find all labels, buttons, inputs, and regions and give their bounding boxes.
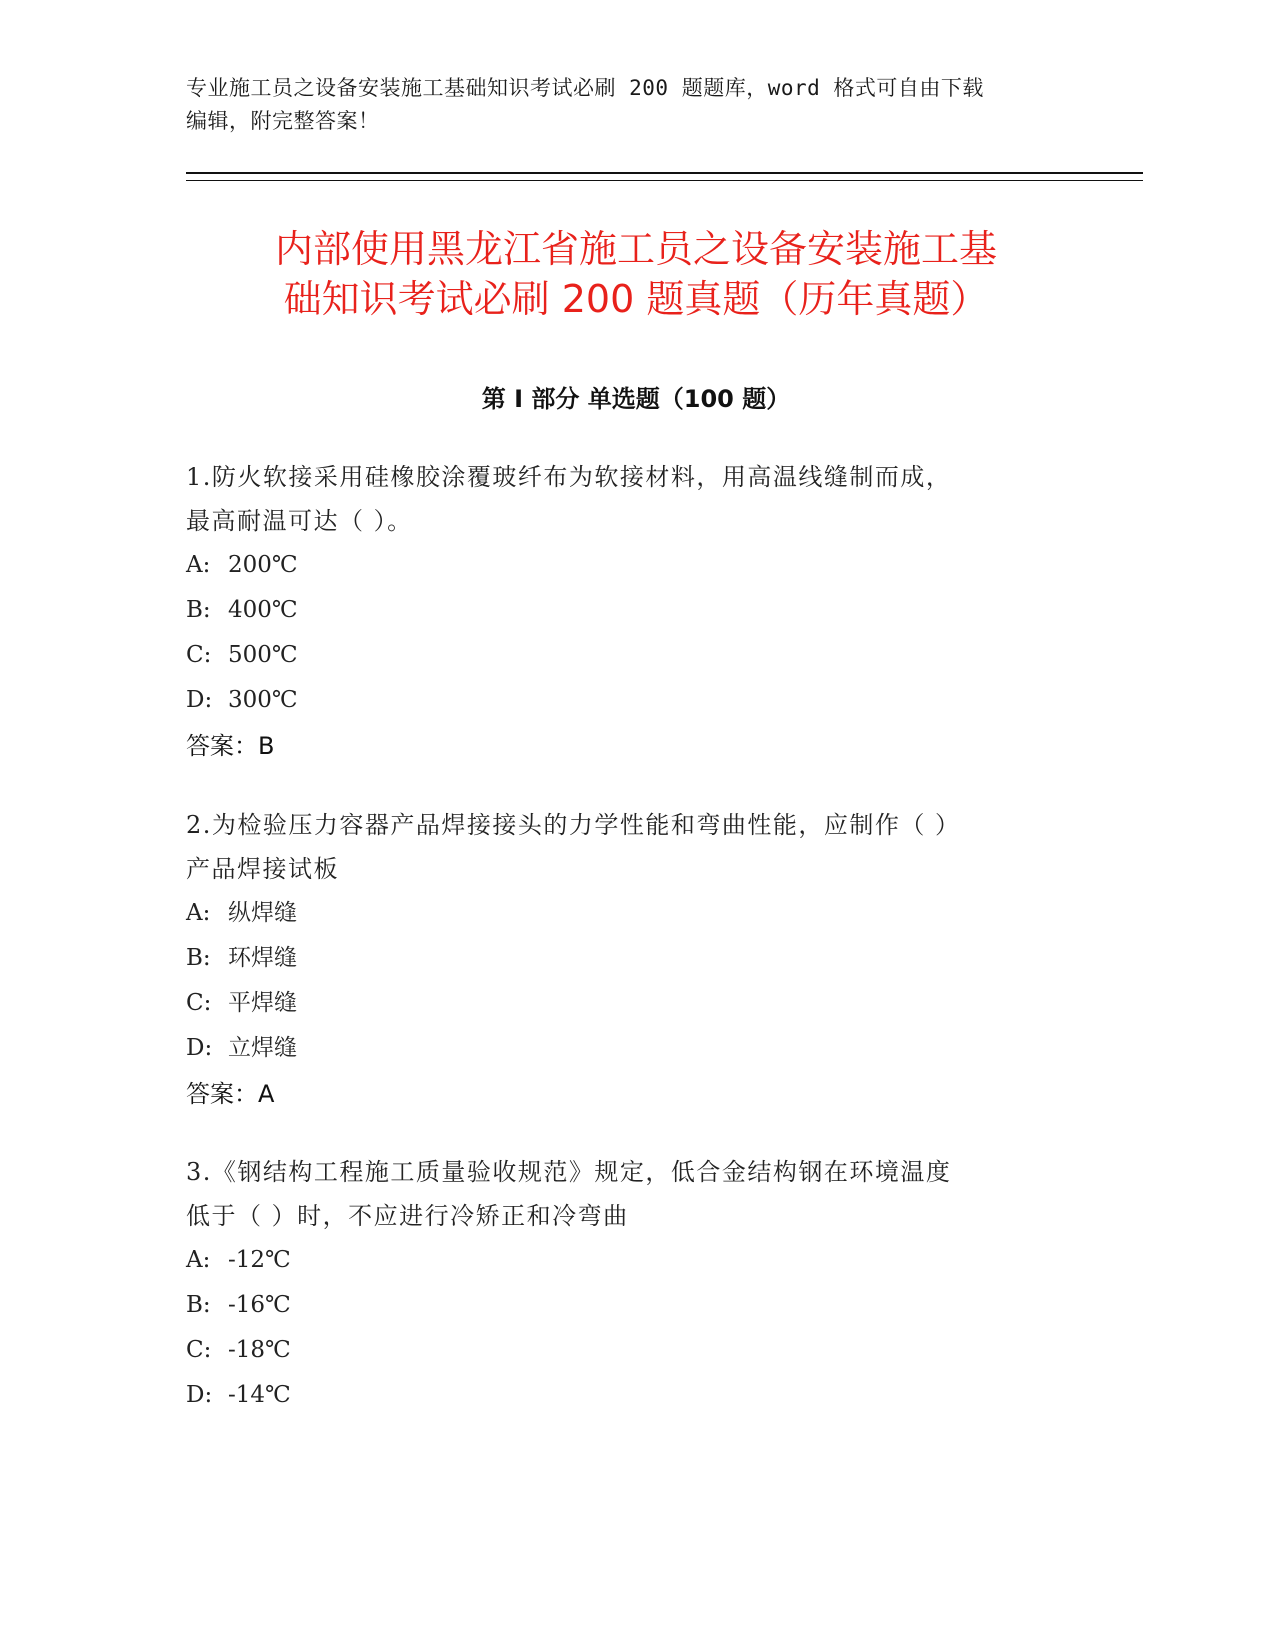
- header-divider-thin: [186, 180, 1143, 181]
- option-label: D:: [186, 1035, 213, 1061]
- title-line: 内部使用黑龙江省施工员之设备安装施工基: [274, 227, 997, 271]
- option-a: [186, 543, 1086, 588]
- option-label: D:: [186, 687, 213, 713]
- section-heading: 第 I 部分 单选题（100 题）: [481, 385, 791, 413]
- question-text: [186, 1150, 1086, 1238]
- option-text: 400℃: [228, 597, 298, 623]
- option-text: 立焊缝: [228, 1035, 297, 1061]
- question-line: 低于（ ）时，不应进行冷矫正和冷弯曲: [186, 1202, 629, 1230]
- option-text: 500℃: [228, 642, 298, 668]
- option-c: [186, 981, 1086, 1026]
- title-line: 础知识考试必刷 200 题真题（历年真题）: [283, 277, 989, 321]
- option-text: 200℃: [228, 552, 298, 578]
- question-line: 3.《钢结构工程施工质量验收规范》规定，低合金结构钢在环境温度: [186, 1158, 952, 1186]
- option-label: A:: [186, 1247, 211, 1273]
- option-c: [186, 633, 1086, 678]
- option-text: -18℃: [228, 1337, 291, 1363]
- option-b: [186, 588, 1086, 633]
- option-label: A:: [186, 552, 211, 578]
- header-line: 专业施工员之设备安装施工基础知识考试必刷 200 题题库，word 格式可自由下载: [186, 76, 984, 100]
- option-text: 300℃: [228, 687, 298, 713]
- question-line: 最高耐温可达（ ）。: [186, 507, 413, 535]
- option-label: B:: [186, 1292, 211, 1318]
- option-b: [186, 936, 1086, 981]
- option-label: C:: [186, 990, 212, 1016]
- option-a: [186, 1238, 1086, 1283]
- option-label: B:: [186, 945, 211, 971]
- option-text: 环焊缝: [228, 945, 297, 971]
- option-label: C:: [186, 642, 212, 668]
- option-a: [186, 891, 1086, 936]
- option-label: C:: [186, 1337, 212, 1363]
- question-line: 产品焊接试板: [186, 855, 339, 883]
- option-d: [186, 1373, 1086, 1418]
- option-d: [186, 678, 1086, 723]
- option-label: D:: [186, 1382, 213, 1408]
- question-3: [186, 1150, 1086, 1418]
- header-line: 编辑，附完整答案！: [186, 109, 380, 133]
- option-label: B:: [186, 597, 211, 623]
- answer: 答案：A: [186, 1080, 275, 1108]
- question-2: [186, 803, 1086, 1117]
- question-text: [186, 455, 1086, 543]
- page-header: [186, 72, 1086, 138]
- option-c: [186, 1328, 1086, 1373]
- option-d: [186, 1026, 1086, 1071]
- option-label: A:: [186, 900, 211, 926]
- question-line: 1.防火软接采用硅橡胶涂覆玻纤布为软接材料，用高温线缝制而成，: [186, 463, 952, 491]
- option-text: 平焊缝: [228, 990, 297, 1016]
- question-line: 2.为检验压力容器产品焊接接头的力学性能和弯曲性能，应制作（ ）: [186, 811, 961, 839]
- question-text: [186, 803, 1086, 891]
- document-title: [186, 224, 1086, 324]
- option-b: [186, 1283, 1086, 1328]
- question-1: [186, 455, 1086, 769]
- option-text: 纵焊缝: [228, 900, 297, 926]
- option-text: -12℃: [228, 1247, 291, 1273]
- option-text: -16℃: [228, 1292, 291, 1318]
- option-text: -14℃: [228, 1382, 291, 1408]
- answer: 答案：B: [186, 732, 275, 760]
- header-divider-thick: [186, 172, 1143, 174]
